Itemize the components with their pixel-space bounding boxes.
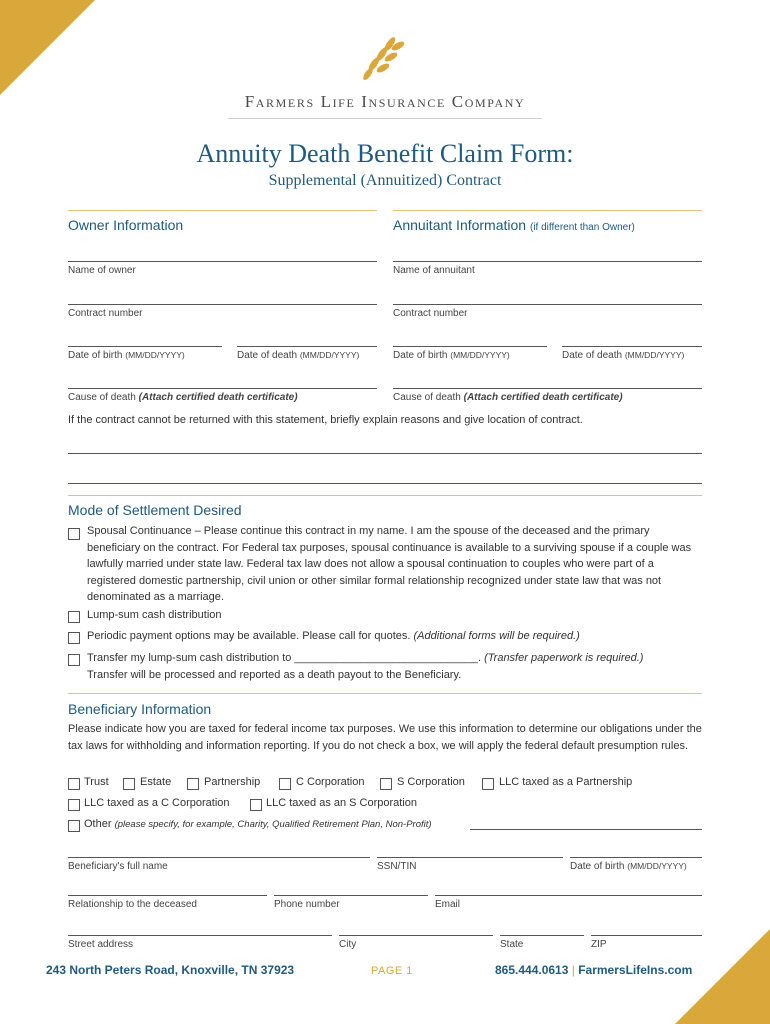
street-field[interactable] bbox=[68, 935, 332, 936]
footer-separator: | bbox=[568, 963, 579, 977]
tax-trust-checkbox[interactable] bbox=[68, 778, 80, 790]
page-number: PAGE 1 bbox=[371, 965, 413, 977]
annuitant-name-label: Name of annuitant bbox=[393, 265, 475, 276]
periodic-checkbox[interactable] bbox=[68, 632, 80, 644]
beneficiary-section-rule bbox=[68, 693, 702, 694]
tax-estate-label: Estate bbox=[140, 776, 172, 788]
phone-label: Phone number bbox=[274, 899, 340, 910]
tax-c-corp-label: C Corporation bbox=[296, 776, 365, 788]
wheat-logo-icon bbox=[360, 34, 410, 82]
form-title: Annuity Death Benefit Claim Form: bbox=[196, 139, 574, 168]
street-label: Street address bbox=[68, 939, 134, 950]
email-field[interactable] bbox=[435, 895, 702, 896]
owner-heading: Owner Information bbox=[68, 217, 184, 233]
tax-other-checkbox[interactable] bbox=[68, 820, 80, 832]
explain-line-2[interactable] bbox=[68, 483, 702, 484]
beneficiary-name-label: Beneficiary's full name bbox=[68, 861, 168, 872]
beneficiary-intro: Please indicate how you are taxed for federal income tax purposes. We use this information to determine our obligations under the tax laws for withholding and information reporting. If you do not check a box, we will apply the federal default presumption rules. bbox=[68, 723, 702, 752]
state-label: State bbox=[500, 939, 524, 950]
annuitant-cause-label: Cause of death (Attach certified death certificate) bbox=[393, 392, 623, 403]
owner-cause-label: Cause of death (Attach certified death certificate) bbox=[68, 392, 298, 403]
lump-sum-checkbox[interactable] bbox=[68, 611, 80, 623]
annuitant-dod-field[interactable] bbox=[562, 346, 702, 347]
company-name: Farmers Life Insurance Company bbox=[244, 92, 526, 111]
tax-llc-s-corp-checkbox[interactable] bbox=[250, 799, 262, 811]
owner-section-rule bbox=[68, 210, 377, 211]
spousal-text: Spousal Continuance – Please continue this contract in my name. I am the spouse of the deceased and the primary beneficiary on the contract. For Federal tax purposes, spousal continuance is available to a surviving spouse if a couple was lawfully married under state law. Federal tax law does not allow a spousal continuation to couples who were part of a registered domestic partnership, civil union or other similar formal relationship recognized under state law that was not denominated as a marriage. bbox=[87, 525, 692, 603]
owner-name-label: Name of owner bbox=[68, 265, 136, 276]
lump-sum-label: Lump-sum cash distribution bbox=[87, 609, 222, 621]
annuitant-contract-field[interactable] bbox=[393, 304, 702, 305]
beneficiary-dob-field[interactable] bbox=[570, 857, 702, 858]
owner-dob-field[interactable] bbox=[68, 346, 222, 347]
owner-contract-label: Contract number bbox=[68, 308, 143, 319]
tax-s-corp-label: S Corporation bbox=[397, 776, 465, 788]
annuitant-contract-label: Contract number bbox=[393, 308, 468, 319]
city-label: City bbox=[339, 939, 357, 950]
ssn-label: SSN/TIN bbox=[377, 861, 417, 872]
periodic-label: Periodic payment options may be available. Please call for quotes. (Additional forms will be required.) bbox=[87, 630, 580, 642]
annuitant-heading: Annuitant Information (if different than Owner) bbox=[393, 217, 635, 233]
tax-llc-partnership-label: LLC taxed as a Partnership bbox=[499, 776, 633, 788]
spousal-checkbox[interactable] bbox=[68, 528, 80, 540]
beneficiary-dob-label: Date of birth (MM/DD/YYYY) bbox=[570, 861, 687, 872]
annuitant-cause-field[interactable] bbox=[393, 388, 702, 389]
relationship-label: Relationship to the deceased bbox=[68, 899, 197, 910]
owner-contract-field[interactable] bbox=[68, 304, 377, 305]
owner-dob-label: Date of birth (MM/DD/YYYY) bbox=[68, 350, 185, 361]
tax-partnership-label: Partnership bbox=[204, 776, 261, 788]
beneficiary-name-field[interactable] bbox=[68, 857, 370, 858]
corner-decoration-top-left bbox=[0, 0, 95, 95]
transfer-note-line: Transfer will be processed and reported as a death payout to the Beneficiary. bbox=[87, 669, 462, 681]
tax-s-corp-checkbox[interactable] bbox=[380, 778, 392, 790]
annuitant-dob-label: Date of birth (MM/DD/YYYY) bbox=[393, 350, 510, 361]
zip-label: ZIP bbox=[591, 939, 607, 950]
owner-name-field[interactable] bbox=[68, 261, 377, 262]
form-subtitle: Supplemental (Annuitized) Contract bbox=[268, 172, 502, 189]
owner-dod-label: Date of death (MM/DD/YYYY) bbox=[237, 350, 360, 361]
phone-field[interactable] bbox=[274, 895, 428, 896]
state-field[interactable] bbox=[500, 935, 584, 936]
zip-field[interactable] bbox=[591, 935, 702, 936]
owner-dod-field[interactable] bbox=[237, 346, 377, 347]
tax-llc-partnership-checkbox[interactable] bbox=[482, 778, 494, 790]
footer-phone: 865.444.0613 bbox=[495, 963, 569, 977]
tax-llc-c-corp-label: LLC taxed as a C Corporation bbox=[84, 797, 230, 809]
city-field[interactable] bbox=[339, 935, 493, 936]
annuitant-dob-field[interactable] bbox=[393, 346, 547, 347]
footer-address: 243 North Peters Road, Knoxville, TN 37923 bbox=[46, 963, 295, 977]
transfer-checkbox[interactable] bbox=[68, 654, 80, 666]
settlement-section-rule bbox=[68, 495, 702, 496]
tax-c-corp-checkbox[interactable] bbox=[279, 778, 291, 790]
annuitant-dod-label: Date of death (MM/DD/YYYY) bbox=[562, 350, 685, 361]
annuitant-name-field[interactable] bbox=[393, 261, 702, 262]
relationship-field[interactable] bbox=[68, 895, 267, 896]
tax-partnership-checkbox[interactable] bbox=[187, 778, 199, 790]
tax-other-label: Other (please specify, for example, Charity, Qualified Retirement Plan, Non-Profit) bbox=[84, 818, 432, 830]
footer-contact bbox=[495, 963, 692, 977]
beneficiary-heading: Beneficiary Information bbox=[68, 701, 212, 717]
tax-estate-checkbox[interactable] bbox=[123, 778, 135, 790]
email-label: Email bbox=[435, 899, 461, 910]
ssn-field[interactable] bbox=[377, 857, 563, 858]
settlement-heading: Mode of Settlement Desired bbox=[68, 502, 242, 518]
company-divider bbox=[228, 118, 542, 119]
footer-website[interactable]: FarmersLifeIns.com bbox=[578, 963, 693, 977]
explain-line-1[interactable] bbox=[68, 453, 702, 454]
tax-trust-label: Trust bbox=[84, 776, 109, 788]
owner-cause-field[interactable] bbox=[68, 388, 377, 389]
explain-instructions: If the contract cannot be returned with this statement, briefly explain reasons and give location of contract. bbox=[68, 414, 583, 426]
tax-llc-c-corp-checkbox[interactable] bbox=[68, 799, 80, 811]
tax-other-field[interactable] bbox=[470, 829, 702, 830]
tax-llc-s-corp-label: LLC taxed as an S Corporation bbox=[266, 797, 418, 809]
transfer-label: Transfer my lump-sum cash distribution to ______________________________. (Transfer paperwork is required.) bbox=[87, 652, 644, 664]
annuitant-section-rule bbox=[393, 210, 702, 211]
